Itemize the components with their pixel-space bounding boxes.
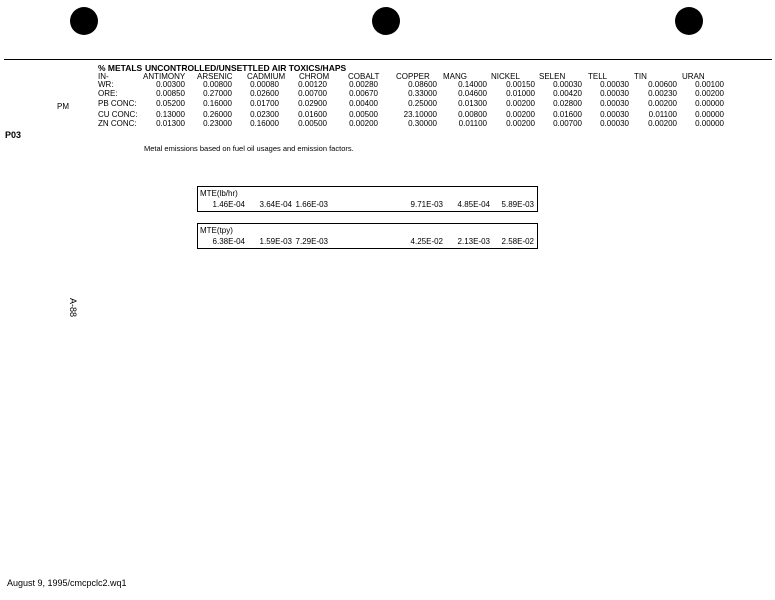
table-cell: 0.00000 — [695, 110, 724, 119]
mte-lbhr-value: 4.85E-04 — [457, 200, 490, 209]
mte-lbhr-box — [197, 186, 538, 212]
table-cell: 0.16000 — [203, 99, 232, 108]
table-cell: 0.00600 — [648, 80, 677, 89]
table-cell: 0.00700 — [553, 119, 582, 128]
column-header-copper: COPPER — [396, 72, 430, 81]
table-cell: 0.00400 — [349, 99, 378, 108]
table-cell: 0.01600 — [298, 110, 327, 119]
table-cell: 0.00500 — [349, 110, 378, 119]
header-rule — [4, 59, 772, 60]
mte-tpy-value: 6.38E-04 — [212, 237, 245, 246]
binder-hole-right — [675, 7, 703, 35]
column-header-tin: TIN — [634, 72, 647, 81]
table-cell: 0.00030 — [600, 99, 629, 108]
table-cell: 0.00420 — [553, 89, 582, 98]
mte-tpy-value: 7.29E-03 — [295, 237, 328, 246]
table-cell: 0.01300 — [156, 119, 185, 128]
table-cell: 0.00200 — [349, 119, 378, 128]
table-cell: 0.00670 — [349, 89, 378, 98]
table-cell: 0.14000 — [458, 80, 487, 89]
table-cell: 0.25000 — [408, 99, 437, 108]
table-cell: 0.00800 — [458, 110, 487, 119]
column-header-tell: TELL — [588, 72, 608, 81]
table-cell: 0.00200 — [695, 89, 724, 98]
table-cell: 0.00200 — [506, 99, 535, 108]
table-cell: 0.00500 — [298, 119, 327, 128]
table-cell: 0.01100 — [458, 119, 487, 128]
table-cell: 0.01000 — [506, 89, 535, 98]
mte-lbhr-value: 1.66E-03 — [295, 200, 328, 209]
table-cell: 0.00280 — [349, 80, 378, 89]
table-cell: 0.00850 — [156, 89, 185, 98]
mte-tpy-value: 2.13E-03 — [457, 237, 490, 246]
table-cell: 0.00200 — [648, 99, 677, 108]
table-cell: 0.01600 — [553, 110, 582, 119]
table-cell: 0.00030 — [600, 110, 629, 119]
table-cell: 0.00100 — [695, 80, 724, 89]
table-cell: 0.00300 — [156, 80, 185, 89]
mte-tpy-value: 4.25E-02 — [410, 237, 443, 246]
table-cell: 0.00030 — [600, 119, 629, 128]
mte-lbhr-label: MTE(lb/hr) — [200, 189, 238, 198]
table-cell: 0.02900 — [298, 99, 327, 108]
binder-hole-left — [70, 7, 98, 35]
table-cell: 0.00800 — [203, 80, 232, 89]
table-cell: 0.00150 — [506, 80, 535, 89]
table-cell: 0.00700 — [298, 89, 327, 98]
column-header-cadmium: CADMIUM — [247, 72, 286, 81]
pm-label: PM — [57, 102, 69, 111]
table-cell: 0.00120 — [298, 80, 327, 89]
table-cell: 0.00200 — [506, 110, 535, 119]
table-cell: 0.33000 — [408, 89, 437, 98]
table-cell: 0.08600 — [408, 80, 437, 89]
column-header-mang: MANG — [443, 72, 467, 81]
table-cell: 0.00000 — [695, 119, 724, 128]
emissions-note: Metal emissions based on fuel oil usages and emission factors. — [144, 144, 354, 153]
table-title: UNCONTROLLED/UNSETTLED AIR TOXICS/HAPS — [145, 63, 347, 73]
column-header-arsenic: ARSENIC — [197, 72, 233, 81]
column-header-chrom: CHROM — [299, 72, 330, 81]
mte-tpy-label: MTE(tpy) — [200, 226, 233, 235]
pct-metals-label: % METALS — [98, 63, 143, 73]
section-id: P03 — [5, 130, 22, 140]
mte-lbhr-value: 5.89E-03 — [501, 200, 534, 209]
table-cell: 0.00200 — [506, 119, 535, 128]
table-cell: 0.01700 — [250, 99, 279, 108]
table-cell: 0.02600 — [250, 89, 279, 98]
footer-filename: August 9, 1995/cmcpclc2.wq1 — [7, 578, 127, 588]
table-cell: 0.00030 — [600, 80, 629, 89]
mte-tpy-value: 1.59E-03 — [259, 237, 292, 246]
mte-tpy-box — [197, 223, 538, 249]
column-header-nickel: NICKEL — [491, 72, 520, 81]
column-header-antimony: ANTIMONY — [143, 72, 186, 81]
table-cell: 23.10000 — [403, 110, 437, 119]
mte-lbhr-value: 9.71E-03 — [410, 200, 443, 209]
table-cell: 0.00200 — [648, 119, 677, 128]
table-cell: 0.23000 — [203, 119, 232, 128]
table-cell: 0.13000 — [156, 110, 185, 119]
binder-hole-center — [372, 7, 400, 35]
mte-lbhr-value: 3.64E-04 — [259, 200, 292, 209]
table-cell: 0.16000 — [250, 119, 279, 128]
row-label: ZN CONC: — [98, 119, 137, 128]
column-header-selen: SELEN — [539, 72, 566, 81]
mte-lbhr-value: 1.46E-04 — [212, 200, 245, 209]
table-cell: 0.27000 — [203, 89, 232, 98]
column-header-cobalt: COBALT — [348, 72, 380, 81]
table-cell: 0.00000 — [695, 99, 724, 108]
table-cell: 0.00030 — [600, 89, 629, 98]
table-cell: 0.01300 — [458, 99, 487, 108]
row-label: IN- — [98, 72, 109, 81]
table-cell: 0.26000 — [203, 110, 232, 119]
table-cell: 0.00080 — [250, 80, 279, 89]
table-cell: 0.00030 — [553, 80, 582, 89]
row-label: ORE: — [98, 89, 118, 98]
table-cell: 0.01100 — [648, 110, 677, 119]
column-header-uran: URAN — [682, 72, 705, 81]
table-cell: 0.02800 — [553, 99, 582, 108]
page-number: A-88 — [68, 298, 78, 318]
row-label: PB CONC: — [98, 99, 137, 108]
row-label: CU CONC: — [98, 110, 138, 119]
table-cell: 0.30000 — [408, 119, 437, 128]
table-cell: 0.04600 — [458, 89, 487, 98]
table-cell: 0.00230 — [648, 89, 677, 98]
table-cell: 0.02300 — [250, 110, 279, 119]
row-label: WR: — [98, 80, 114, 89]
mte-tpy-value: 2.58E-02 — [501, 237, 534, 246]
table-cell: 0.05200 — [156, 99, 185, 108]
